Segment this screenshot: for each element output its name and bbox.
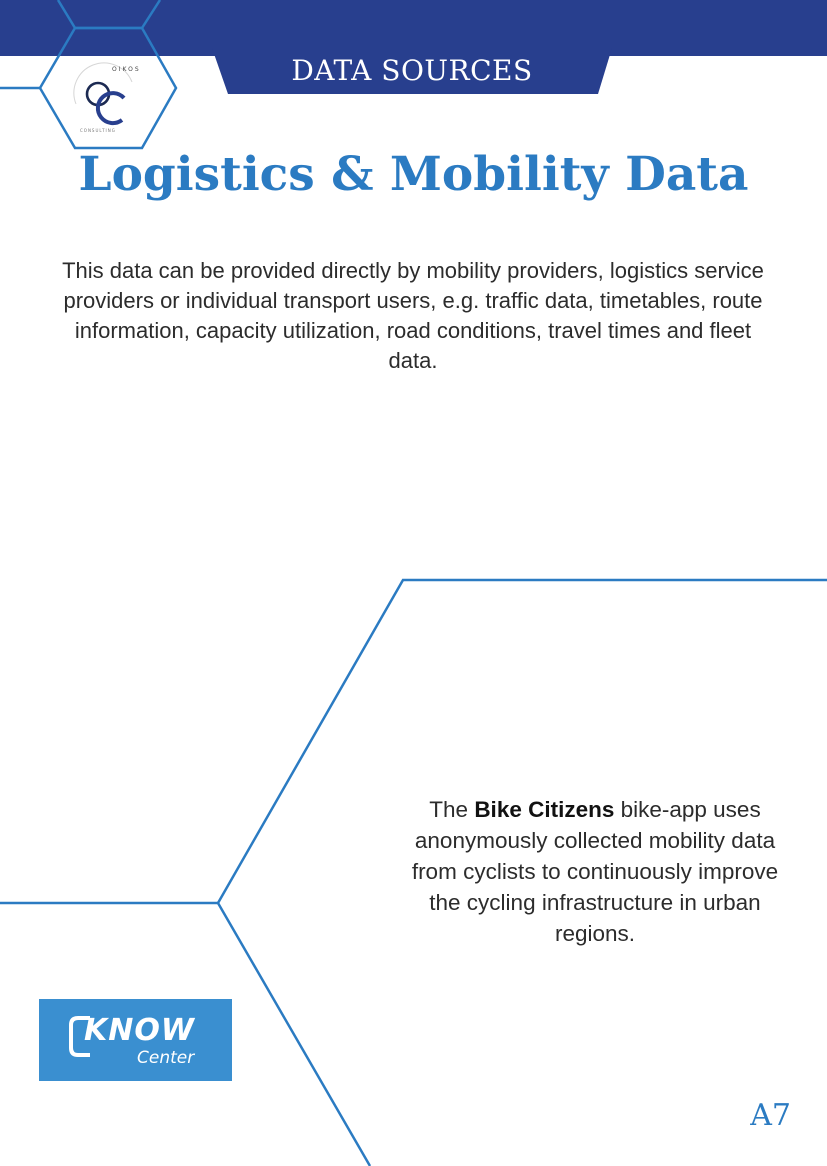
- page-title: Logistics & Mobility Data: [78, 147, 749, 202]
- example-highlight: Bike Citizens: [474, 797, 615, 822]
- example-suffix: bike-app uses anonymously collected mobility data from cyclists to continuously improve the cycling infrastructure in urban regions.: [411, 797, 779, 946]
- oikos-arc-top: OIKOS: [112, 66, 141, 73]
- oikos-logo: [62, 58, 148, 144]
- know-logo-sub: Center: [137, 1048, 195, 1068]
- example-paragraph: [405, 794, 785, 949]
- page-number: A7: [750, 1098, 791, 1133]
- know-logo-word: KNOW: [84, 1013, 195, 1048]
- example-prefix: The: [429, 797, 475, 822]
- section-label: DATA SOURCES: [291, 54, 533, 87]
- intro-paragraph: This data can be provided directly by mobility providers, logistics service providers or individual transport users, e.g. traffic data, timetables, route information, capacity utilization, road conditions, travel times and fleet data.: [62, 258, 764, 373]
- oikos-arc-bottom: CONSULTING: [80, 128, 116, 133]
